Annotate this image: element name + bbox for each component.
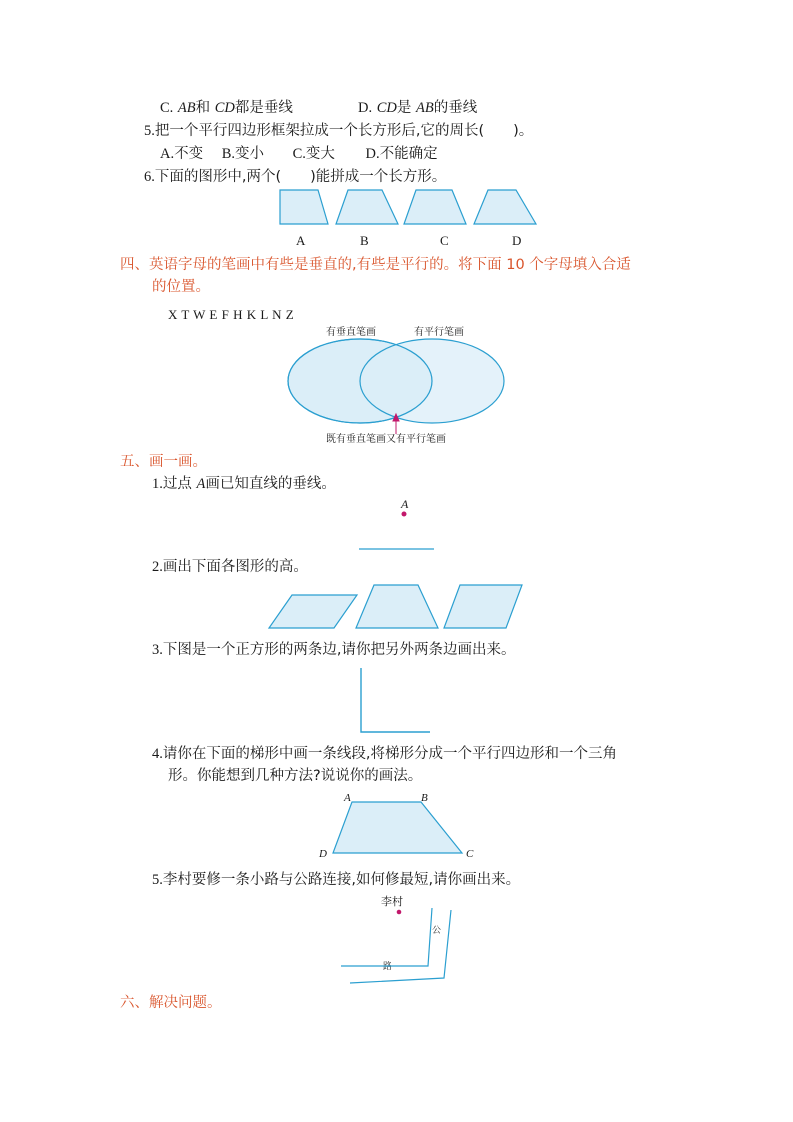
s5-item3: 3.下图是一个正方形的两条边,请你把另外两条边画出来。: [152, 642, 516, 658]
trap-label-d: D: [319, 848, 327, 860]
q6-label-d: D: [512, 233, 522, 248]
section5-heading: 五、画一画。: [120, 454, 207, 470]
q6-shape-d: [474, 190, 536, 224]
s5-item5: 5.李村要修一条小路与公路连接,如何修最短,请你画出来。: [152, 872, 521, 888]
point-a: [402, 512, 407, 517]
road-label-2: 路: [383, 962, 393, 972]
letter-list: X T W E F H K L N Z: [168, 307, 295, 322]
q6-shape-a: [280, 190, 328, 224]
section6-heading: 六、解决问题。: [120, 995, 222, 1011]
square-two-sides: [361, 668, 430, 732]
trapezoid-1: [356, 585, 438, 628]
section4-heading-cont: 的位置。: [152, 279, 210, 295]
road-label-1: 公: [432, 926, 442, 936]
q6-label-a: A: [296, 233, 306, 248]
venn-left-label: 有垂直笔画: [326, 327, 376, 338]
trap-label-a: A: [344, 792, 351, 804]
parallelogram-1: [269, 595, 357, 628]
s5-item4: 4.请你在下面的梯形中画一条线段,将梯形分成一个平行四边形和一个三角: [152, 746, 617, 762]
q6-shape-b: [336, 190, 398, 224]
trap-label-c: C: [466, 848, 474, 860]
venn-bottom-label: 既有垂直笔画又有平行笔画: [326, 434, 446, 445]
q6-question: 6.下面的图形中,两个( )能拼成一个长方形。: [144, 169, 447, 185]
s5-item2: 2.画出下面各图形的高。: [152, 559, 308, 575]
trap-label-b: B: [421, 792, 428, 804]
q6-label-b: B: [360, 233, 369, 248]
section4-heading: 四、英语字母的笔画中有些是垂直的,有些是平行的。将下面 10 个字母填入合适: [120, 257, 631, 273]
s5-item4-cont: 形。你能想到几种方法?说说你的画法。: [168, 768, 423, 784]
q4-option-d: D. CD是 AB的垂线: [358, 100, 478, 116]
parallelogram-2: [444, 585, 522, 628]
venn-right-label: 有平行笔画: [414, 327, 464, 338]
village-point: [397, 910, 402, 915]
road: [341, 908, 451, 983]
s5-item1: 1.过点 A画已知直线的垂线。: [152, 476, 336, 492]
q6-label-c: C: [440, 233, 449, 248]
q4-option-c: C. AB和 CD都是垂线: [160, 100, 293, 116]
q6-shape-c: [404, 190, 466, 224]
q5-question: 5.把一个平行四边形框架拉成一个长方形后,它的周长( )。: [144, 123, 534, 139]
village-label: 李村: [381, 895, 403, 908]
point-a-label: A: [401, 497, 409, 511]
q5-options: A.不变 B.变小 C.变大 D.不能确定: [160, 146, 438, 162]
trapezoid-abcd: [333, 802, 462, 853]
